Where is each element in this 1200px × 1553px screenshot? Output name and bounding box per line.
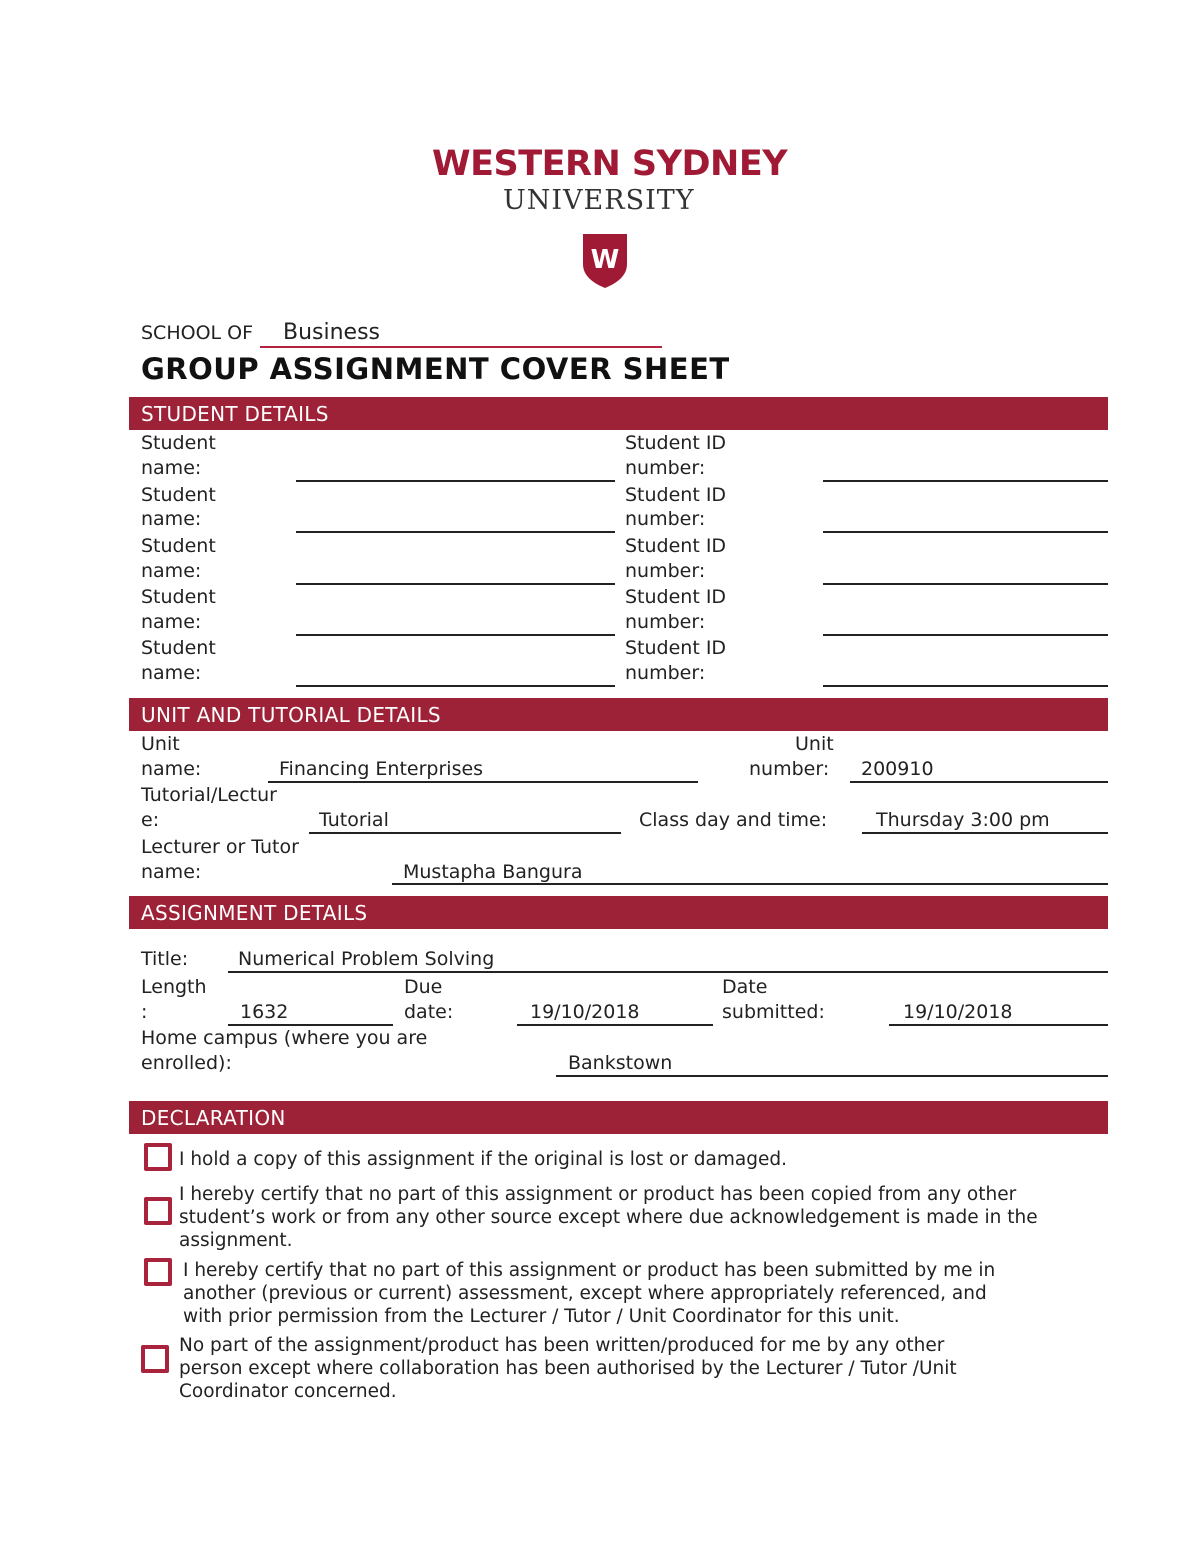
class-time-field[interactable]: Thursday 3:00 pm (876, 809, 1050, 831)
student-id-label: number: (625, 457, 706, 479)
declaration-text: Coordinator concerned. (179, 1381, 397, 1402)
student-name-underline (296, 583, 615, 585)
lecturer-name-label: name: (141, 861, 202, 883)
declaration-checkbox[interactable] (144, 1143, 172, 1171)
due-date-label: Due (404, 976, 443, 998)
declaration-header (129, 1101, 1108, 1134)
shield-letter: W (590, 245, 620, 275)
student-name-label: Student (141, 535, 216, 557)
unit-name-label: name: (141, 758, 202, 780)
tutorial-lecture-label: e: (141, 809, 160, 831)
declaration-text: with prior permission from the Lecturer / Tutor / Unit Coordinator for this unit. (183, 1306, 900, 1327)
student-name-label: Student (141, 432, 216, 454)
due-date-label: date: (404, 1001, 454, 1023)
declaration-text: person except where collaboration has been authorised by the Lecturer / Tutor /Unit (179, 1358, 957, 1379)
student-id-label: Student ID (625, 432, 727, 454)
student-name-underline (296, 634, 615, 636)
length-field[interactable]: 1632 (240, 1001, 289, 1023)
unit-name-label: Unit (141, 733, 180, 755)
student-name-label: name: (141, 457, 202, 479)
student-id-underline (823, 480, 1108, 482)
university-wordmark-line2: UNIVERSITY (503, 185, 695, 216)
tutorial-lecture-underline (309, 832, 621, 834)
declaration-checkbox[interactable] (144, 1258, 172, 1286)
declaration-text: I hereby certify that no part of this assignment or product has been copied from any other (179, 1184, 1017, 1205)
home-campus-field[interactable]: Bankstown (568, 1052, 673, 1074)
lecturer-name-field[interactable]: Mustapha Bangura (403, 861, 583, 883)
tutorial-lecture-label: Tutorial/Lectur (141, 784, 277, 806)
student-id-label: number: (625, 662, 706, 684)
student-id-label: number: (625, 611, 706, 633)
due-date-underline (517, 1024, 713, 1026)
unit-number-label: Unit (795, 733, 834, 755)
lecturer-name-underline (392, 883, 1108, 885)
university-wordmark-line1: WESTERN SYDNEY (432, 144, 788, 184)
student-id-label: Student ID (625, 586, 727, 608)
date-submitted-underline (889, 1024, 1108, 1026)
class-time-label: Class day and time: (639, 809, 828, 831)
home-campus-label: Home campus (where you are (141, 1027, 428, 1049)
unit-number-underline (850, 781, 1108, 783)
declaration-header-label: DECLARATION (141, 1106, 286, 1130)
assignment-details-header-label: ASSIGNMENT DETAILS (141, 901, 368, 925)
student-id-label: Student ID (625, 637, 727, 659)
assignment-title-underline (228, 971, 1108, 973)
declaration-checkbox[interactable] (144, 1197, 172, 1225)
date-submitted-field[interactable]: 19/10/2018 (903, 1001, 1013, 1023)
declaration-text: No part of the assignment/product has been written/produced for me by any other (179, 1335, 945, 1356)
date-submitted-label: Date (722, 976, 768, 998)
length-label: : (141, 1001, 148, 1023)
home-campus-label: enrolled): (141, 1052, 232, 1074)
student-name-underline (296, 685, 615, 687)
length-label: Length (141, 976, 207, 998)
student-id-underline (823, 685, 1108, 687)
page-title: GROUP ASSIGNMENT COVER SHEET (141, 352, 730, 386)
student-details-header (129, 397, 1108, 430)
unit-details-header-label: UNIT AND TUTORIAL DETAILS (141, 703, 441, 727)
date-submitted-label: submitted: (722, 1001, 825, 1023)
student-details-header-label: STUDENT DETAILS (141, 402, 329, 426)
lecturer-name-label: Lecturer or Tutor (141, 836, 299, 858)
assignment-title-label: Title: (141, 948, 189, 970)
assignment-details-header (129, 896, 1108, 929)
student-name-label: name: (141, 508, 202, 530)
unit-number-label: number: (749, 758, 830, 780)
declaration-text: assignment. (179, 1230, 293, 1251)
student-name-label: Student (141, 484, 216, 506)
school-underline (260, 346, 662, 348)
tutorial-lecture-field[interactable]: Tutorial (319, 809, 389, 831)
university-shield-icon (583, 234, 627, 288)
student-id-underline (823, 583, 1108, 585)
student-id-label: number: (625, 560, 706, 582)
student-id-underline (823, 634, 1108, 636)
student-id-underline (823, 531, 1108, 533)
student-id-label: Student ID (625, 484, 727, 506)
student-name-underline (296, 480, 615, 482)
declaration-checkbox[interactable] (141, 1345, 169, 1373)
student-name-label: Student (141, 637, 216, 659)
student-name-underline (296, 531, 615, 533)
student-name-label: name: (141, 662, 202, 684)
home-campus-underline (556, 1075, 1108, 1077)
assignment-title-field[interactable]: Numerical Problem Solving (238, 948, 495, 970)
declaration-text: student’s work or from any other source except where due acknowledgement is made in the (179, 1207, 1038, 1228)
student-id-label: number: (625, 508, 706, 530)
student-name-label: name: (141, 560, 202, 582)
student-name-label: name: (141, 611, 202, 633)
declaration-text: I hold a copy of this assignment if the original is lost or damaged. (179, 1149, 787, 1170)
unit-number-field[interactable]: 200910 (861, 758, 934, 780)
unit-name-field[interactable]: Financing Enterprises (279, 758, 484, 780)
declaration-text: I hereby certify that no part of this assignment or product has been submitted by me in (183, 1260, 996, 1281)
due-date-field[interactable]: 19/10/2018 (530, 1001, 640, 1023)
unit-details-header (129, 698, 1108, 731)
unit-name-underline (268, 781, 698, 783)
student-name-label: Student (141, 586, 216, 608)
declaration-text: another (previous or current) assessment, except where appropriately referenced, and (183, 1283, 987, 1304)
class-time-underline (862, 832, 1108, 834)
student-id-label: Student ID (625, 535, 727, 557)
school-value[interactable]: Business (283, 320, 381, 345)
school-label: SCHOOL OF (141, 322, 254, 344)
